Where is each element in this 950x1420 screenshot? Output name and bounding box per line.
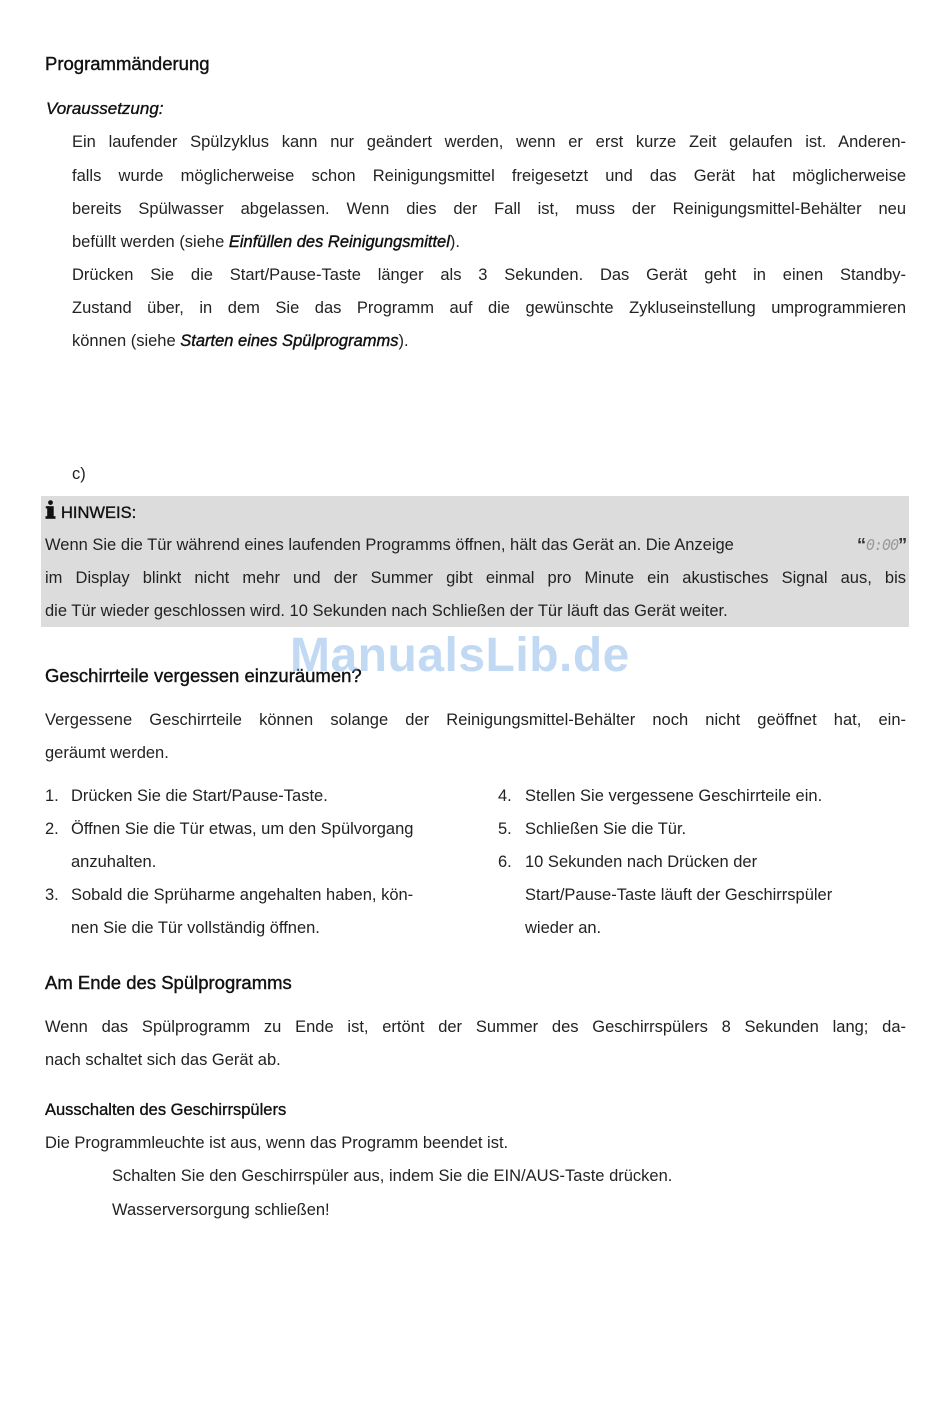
note-label: HINWEIS:: [61, 504, 137, 522]
step-text: 10 Sekunden nach Drücken der: [525, 853, 758, 871]
step-text: Öffnen Sie die Tür etwas, um den Spülvorgang: [71, 820, 414, 838]
prerequisite-label: Voraussetzung:: [46, 99, 164, 118]
info-icon: [45, 500, 56, 520]
paragraph-line: Zustand über, in dem Sie das Programm auf die gewünschte Zykluseinstellung umprogrammieren: [72, 299, 906, 317]
step-text: wieder an.: [525, 919, 602, 937]
step-number: 6.: [498, 853, 512, 871]
paragraph-line: falls wurde möglicherweise schon Reinigungsmittel freigesetzt und das Gerät hat möglicherweise: [72, 167, 906, 185]
instruction-line: Wasserversorgung schließen!: [112, 1201, 330, 1219]
paragraph-line: Die Programmleuchte ist aus, wenn das Programm beendet ist.: [45, 1134, 509, 1152]
cross-reference-link[interactable]: Starten eines Spülprogramms: [180, 332, 399, 350]
step-text: Schließen Sie die Tür.: [525, 820, 687, 838]
cross-reference-link[interactable]: Einfüllen des Reinigungsmittel: [228, 233, 450, 251]
paragraph-line: Drücken Sie die Start/Pause-Taste länger als 3 Sekunden. Das Gerät geht in einen Standby-: [72, 266, 906, 284]
step-number: 3.: [45, 886, 59, 904]
step-number: 5.: [498, 820, 512, 838]
paragraph-text: können (siehe: [72, 332, 181, 350]
step-text: Drücken Sie die Start/Pause-Taste.: [71, 787, 328, 805]
paragraph-line: [72, 325, 409, 358]
paragraph-line: nach schaltet sich das Gerät ab.: [45, 1051, 281, 1069]
paragraph-text: ).: [449, 233, 460, 251]
paragraph-line: [72, 226, 460, 259]
note-text: Wenn Sie die Tür während eines laufenden Programms öffnen, hält das Gerät an. Die Anzeige: [45, 536, 734, 554]
instruction-line: Schalten Sie den Geschirrspüler aus, indem Sie die EIN/AUS-Taste drücken.: [112, 1167, 673, 1185]
paragraph-line: geräumt werden.: [45, 744, 169, 762]
step-text: Stellen Sie vergessene Geschirrteile ein.: [525, 787, 823, 805]
step-number: 2.: [45, 820, 59, 838]
step-text: Start/Pause-Taste läuft der Geschirrspüler: [525, 886, 833, 904]
display-digits: 0:00: [866, 536, 899, 554]
step-text: nen Sie die Tür vollständig öffnen.: [71, 919, 320, 937]
section-title-ausschalten: Ausschalten des Geschirrspülers: [45, 1101, 287, 1119]
note-line: die Tür wieder geschlossen wird. 10 Sekunden nach Schließen der Tür läuft das Gerät weiter.: [45, 602, 728, 620]
step-text: Sobald die Sprüharme angehalten haben, kön-: [71, 886, 414, 904]
paragraph-line: Wenn das Spülprogramm zu Ende ist, ertönt der Summer des Geschirrspülers 8 Sekunden lang; da-: [45, 1018, 906, 1036]
watermark: ManualsLib.de: [290, 629, 630, 682]
step-text: anzuhalten.: [71, 853, 157, 871]
step-number: 4.: [498, 787, 512, 805]
note-line: im Display blinkt nicht mehr und der Summer gibt einmal pro Minute ein akustisches Signal aus, bis: [45, 569, 906, 587]
display-symbol: “0:00”: [857, 529, 907, 563]
list-marker: c): [72, 465, 86, 483]
note-line: [45, 529, 734, 562]
paragraph-text: ).: [398, 332, 409, 350]
paragraph-text: befüllt werden (siehe: [72, 233, 229, 251]
section-title-ende: Am Ende des Spülprogramms: [45, 972, 292, 993]
section-title-geschirrteile: Geschirrteile vergessen einzuräumen?: [45, 665, 362, 686]
paragraph-line: Ein laufender Spülzyklus kann nur geändert werden, wenn er erst kurze Zeit gelaufen ist. Anderen-: [72, 133, 906, 151]
step-number: 1.: [45, 787, 59, 805]
section-title-programmaenderung: Programmänderung: [45, 53, 210, 74]
paragraph-line: Vergessene Geschirrteile können solange der Reinigungsmittel-Behälter noch nicht geöffnet hat, ein-: [45, 711, 906, 729]
paragraph-line: bereits Spülwasser abgelassen. Wenn dies der Fall ist, muss der Reinigungsmittel-Behälter neu: [72, 200, 906, 218]
